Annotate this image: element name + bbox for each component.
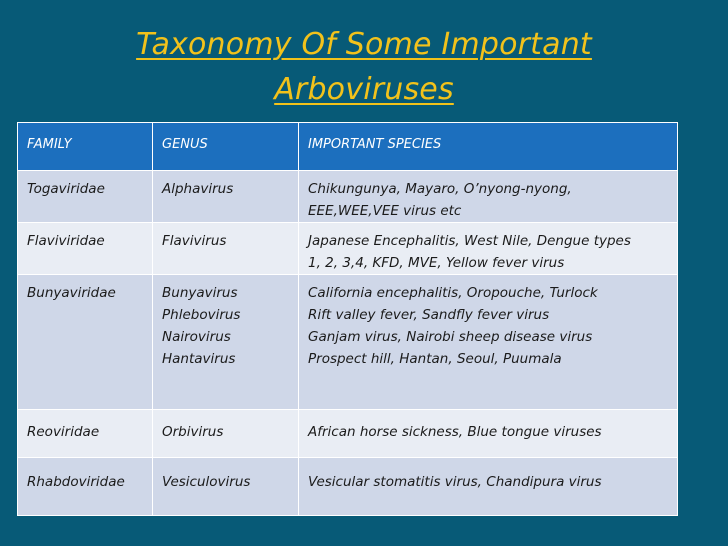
genus-cell — [153, 223, 299, 275]
table-row — [18, 410, 678, 458]
species-line: African horse sickness, Blue tongue viruses — [308, 424, 602, 440]
family-cell: Reoviridae — [18, 410, 153, 458]
genus-line: Flavivirus — [162, 233, 227, 249]
species-line: Prospect hill, Hantan, Seoul, Puumala — [308, 351, 562, 367]
table-row — [18, 458, 678, 516]
header-family: FAMILY — [18, 123, 153, 171]
species-line: California encephalitis, Oropouche, Turlock — [308, 285, 598, 301]
species-line: Rift valley fever, Sandfly fever virus — [308, 307, 550, 323]
species-cell — [299, 223, 678, 275]
table-row — [18, 223, 678, 275]
species-cell — [299, 275, 678, 410]
genus-line: Nairovirus — [162, 329, 231, 345]
slide-title — [0, 22, 728, 112]
family-cell: Bunyaviridae — [18, 275, 153, 410]
genus-line: Alphavirus — [162, 181, 234, 197]
species-line: Vesicular stomatitis virus, Chandipura virus — [308, 474, 602, 490]
table-header-row — [18, 123, 678, 171]
genus-cell — [153, 275, 299, 410]
genus-cell — [153, 171, 299, 223]
genus-line: Phlebovirus — [162, 307, 241, 323]
genus-cell — [153, 458, 299, 516]
species-cell — [299, 171, 678, 223]
species-line: 1, 2, 3,4, KFD, MVE, Yellow fever virus — [308, 255, 565, 271]
family-cell: Flaviviridae — [18, 223, 153, 275]
genus-line: Hantavirus — [162, 351, 236, 367]
table-row — [18, 171, 678, 223]
table-row — [18, 275, 678, 410]
title-line-2: Arboviruses — [274, 72, 454, 107]
taxonomy-table-container — [17, 122, 677, 516]
genus-line: Vesiculovirus — [162, 474, 251, 490]
header-genus: GENUS — [153, 123, 299, 171]
family-cell: Togaviridae — [18, 171, 153, 223]
genus-line: Bunyavirus — [162, 285, 238, 301]
species-line: EEE,WEE,VEE virus etc — [308, 203, 462, 219]
taxonomy-table — [17, 122, 678, 516]
species-cell — [299, 410, 678, 458]
species-line: Chikungunya, Mayaro, O’nyong-nyong, — [308, 181, 572, 197]
genus-cell — [153, 410, 299, 458]
header-important-species: IMPORTANT SPECIES — [299, 123, 678, 171]
title-line-1: Taxonomy Of Some Important — [136, 27, 592, 62]
species-cell — [299, 458, 678, 516]
genus-line: Orbivirus — [162, 424, 224, 440]
species-line: Japanese Encephalitis, West Nile, Dengue types — [308, 233, 631, 249]
species-line: Ganjam virus, Nairobi sheep disease virus — [308, 329, 593, 345]
family-cell: Rhabdoviridae — [18, 458, 153, 516]
